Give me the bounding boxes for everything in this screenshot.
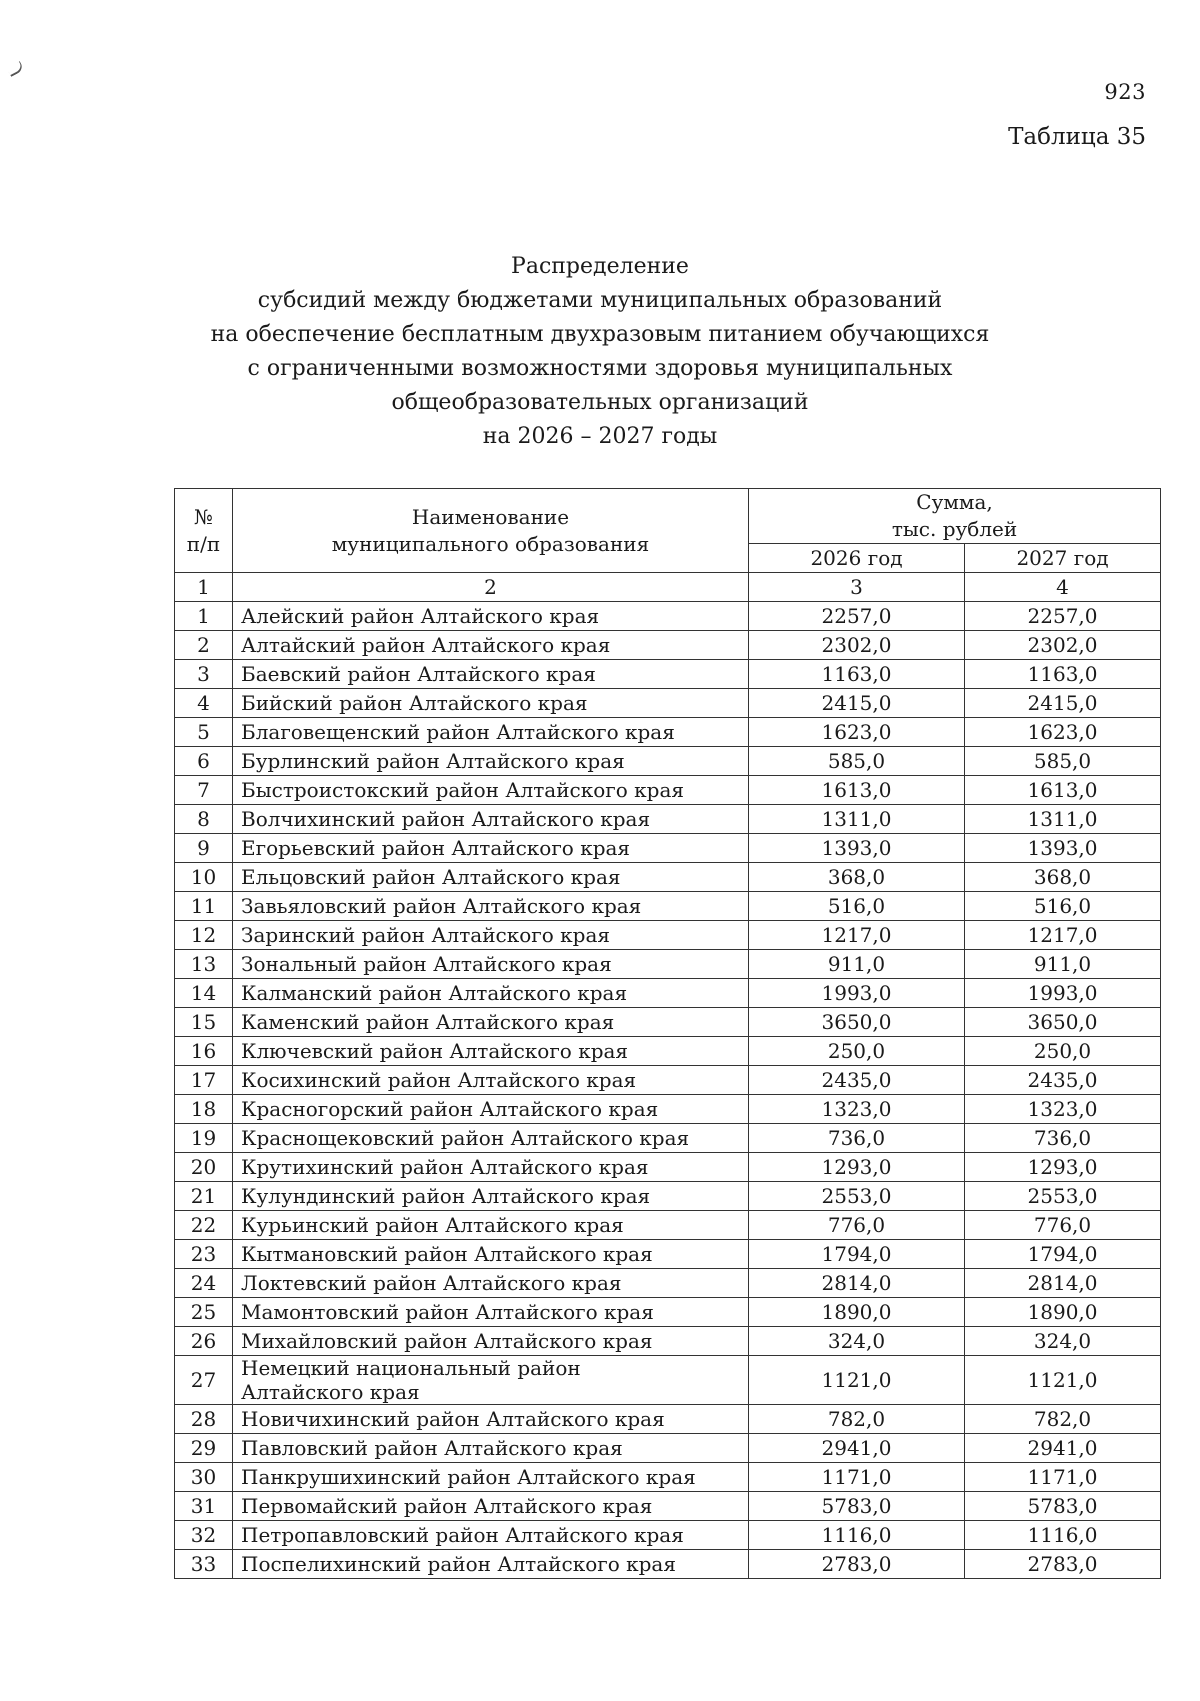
amount-2027: 516,0: [965, 892, 1161, 921]
amount-2026: 1163,0: [749, 660, 965, 689]
amount-2026: 585,0: [749, 747, 965, 776]
amount-2027: 2783,0: [965, 1550, 1161, 1579]
amount-2027: 1171,0: [965, 1463, 1161, 1492]
table-row: [175, 921, 1161, 950]
municipality-name: Завьяловский район Алтайского края: [233, 892, 749, 921]
title-line: на 2026 – 2027 годы: [482, 424, 718, 449]
municipality-name: Новичихинский район Алтайского края: [233, 1405, 749, 1434]
row-number: 26: [175, 1327, 233, 1356]
table-row: [175, 1521, 1161, 1550]
amount-2027: 1794,0: [965, 1240, 1161, 1269]
row-number: 8: [175, 805, 233, 834]
amount-2027: 1217,0: [965, 921, 1161, 950]
row-number: 28: [175, 1405, 233, 1434]
table-row: [175, 689, 1161, 718]
row-number: 4: [175, 689, 233, 718]
scan-artifact: [7, 61, 25, 77]
municipality-name: Первомайский район Алтайского края: [233, 1492, 749, 1521]
amount-2026: 1116,0: [749, 1521, 965, 1550]
row-number: 24: [175, 1269, 233, 1298]
municipality-name: Бурлинский район Алтайского края: [233, 747, 749, 776]
row-number: 2: [175, 631, 233, 660]
amount-2026: 1121,0: [749, 1356, 965, 1405]
municipality-name: Алейский район Алтайского края: [233, 602, 749, 631]
amount-2027: 1163,0: [965, 660, 1161, 689]
municipality-name: Зональный район Алтайского края: [233, 950, 749, 979]
amount-2027: 736,0: [965, 1124, 1161, 1153]
column-index: 1: [175, 573, 233, 602]
amount-2026: 1794,0: [749, 1240, 965, 1269]
amount-2026: 324,0: [749, 1327, 965, 1356]
table-label: Таблица 35: [1008, 124, 1146, 150]
amount-2027: 1993,0: [965, 979, 1161, 1008]
municipality-name: Калманский район Алтайского края: [233, 979, 749, 1008]
table-row: [175, 1182, 1161, 1211]
amount-2027: 1890,0: [965, 1298, 1161, 1327]
amount-2026: 1890,0: [749, 1298, 965, 1327]
table-row: [175, 1240, 1161, 1269]
row-number: 22: [175, 1211, 233, 1240]
table-row: [175, 1550, 1161, 1579]
amount-2026: 1217,0: [749, 921, 965, 950]
row-number: 25: [175, 1298, 233, 1327]
municipality-name: Локтевский район Алтайского края: [233, 1269, 749, 1298]
amount-2027: 3650,0: [965, 1008, 1161, 1037]
row-number: 18: [175, 1095, 233, 1124]
amount-2026: 1993,0: [749, 979, 965, 1008]
row-number: 3: [175, 660, 233, 689]
municipality-name: Косихинский район Алтайского края: [233, 1066, 749, 1095]
row-number: 6: [175, 747, 233, 776]
amount-2027: 1121,0: [965, 1356, 1161, 1405]
table-row: [175, 602, 1161, 631]
amount-2026: 5783,0: [749, 1492, 965, 1521]
table-row: [175, 1037, 1161, 1066]
column-index: 3: [749, 573, 965, 602]
amount-2026: 516,0: [749, 892, 965, 921]
row-number: 19: [175, 1124, 233, 1153]
amount-2027: 2257,0: [965, 602, 1161, 631]
column-index: 4: [965, 573, 1161, 602]
amount-2026: 1171,0: [749, 1463, 965, 1492]
amount-2026: 1613,0: [749, 776, 965, 805]
row-number: 1: [175, 602, 233, 631]
municipality-name: Благовещенский район Алтайского края: [233, 718, 749, 747]
table-row: [175, 892, 1161, 921]
page-number: 923: [1104, 80, 1146, 104]
table-row: [175, 979, 1161, 1008]
amount-2027: 1311,0: [965, 805, 1161, 834]
table-row: [175, 1298, 1161, 1327]
municipality-name: Мамонтовский район Алтайского края: [233, 1298, 749, 1327]
amount-2027: 5783,0: [965, 1492, 1161, 1521]
amount-2026: 782,0: [749, 1405, 965, 1434]
table-row: [175, 1327, 1161, 1356]
amount-2027: 2553,0: [965, 1182, 1161, 1211]
amount-2026: 1311,0: [749, 805, 965, 834]
amount-2026: 3650,0: [749, 1008, 965, 1037]
title-line: Распределение: [511, 254, 689, 279]
row-number: 27: [175, 1356, 233, 1405]
amount-2026: 911,0: [749, 950, 965, 979]
amount-2027: 324,0: [965, 1327, 1161, 1356]
table-row: [175, 1492, 1161, 1521]
table-row: [175, 805, 1161, 834]
row-number: 15: [175, 1008, 233, 1037]
municipality-name: Курьинский район Алтайского края: [233, 1211, 749, 1240]
header-year-2027: 2027 год: [965, 544, 1161, 573]
amount-2026: 250,0: [749, 1037, 965, 1066]
table-row: [175, 718, 1161, 747]
amount-2026: 1323,0: [749, 1095, 965, 1124]
amount-2026: 1293,0: [749, 1153, 965, 1182]
header-year-2026: 2026 год: [749, 544, 965, 573]
municipality-name: Кытмановский район Алтайского края: [233, 1240, 749, 1269]
table-row: [175, 1356, 1161, 1405]
title-line: с ограниченными возможностями здоровья муниципальных: [247, 356, 953, 381]
municipality-name: Павловский район Алтайского края: [233, 1434, 749, 1463]
amount-2027: 1393,0: [965, 834, 1161, 863]
amount-2026: 1623,0: [749, 718, 965, 747]
municipality-name: Ельцовский район Алтайского края: [233, 863, 749, 892]
municipality-name: Быстроистокский район Алтайского края: [233, 776, 749, 805]
row-number: 14: [175, 979, 233, 1008]
amount-2026: 2257,0: [749, 602, 965, 631]
table-row: [175, 1153, 1161, 1182]
amount-2027: 368,0: [965, 863, 1161, 892]
table-row: [175, 1095, 1161, 1124]
row-number: 20: [175, 1153, 233, 1182]
row-number: 23: [175, 1240, 233, 1269]
municipality-name: Краснощековский район Алтайского края: [233, 1124, 749, 1153]
title-line: субсидий между бюджетами муниципальных образований: [257, 288, 943, 313]
table-row: [175, 1008, 1161, 1037]
amount-2027: 1623,0: [965, 718, 1161, 747]
row-number: 10: [175, 863, 233, 892]
table-row: [175, 1066, 1161, 1095]
table-row: [175, 747, 1161, 776]
row-number: 30: [175, 1463, 233, 1492]
document-title: [0, 250, 1200, 454]
row-number: 13: [175, 950, 233, 979]
subsidy-table: [174, 488, 1161, 1579]
row-number: 17: [175, 1066, 233, 1095]
title-line: на обеспечение бесплатным двухразовым питанием обучающихся: [210, 322, 990, 347]
table-row: [175, 1405, 1161, 1434]
table-body: [175, 602, 1161, 1579]
amount-2027: 1293,0: [965, 1153, 1161, 1182]
table-row: [175, 834, 1161, 863]
row-number: 33: [175, 1550, 233, 1579]
municipality-name: Егорьевский район Алтайского края: [233, 834, 749, 863]
header-number: № п/п: [175, 489, 233, 573]
municipality-name: Панкрушихинский район Алтайского края: [233, 1463, 749, 1492]
title-line: общеобразовательных организаций: [391, 390, 809, 415]
amount-2027: 2435,0: [965, 1066, 1161, 1095]
table-row: [175, 863, 1161, 892]
table-row: [175, 950, 1161, 979]
amount-2026: 2302,0: [749, 631, 965, 660]
municipality-name: Алтайский район Алтайского края: [233, 631, 749, 660]
municipality-name: Заринский район Алтайского края: [233, 921, 749, 950]
municipality-name: Крутихинский район Алтайского края: [233, 1153, 749, 1182]
row-number: 21: [175, 1182, 233, 1211]
municipality-name: Кулундинский район Алтайского края: [233, 1182, 749, 1211]
amount-2027: 250,0: [965, 1037, 1161, 1066]
amount-2027: 2415,0: [965, 689, 1161, 718]
table-row: [175, 1269, 1161, 1298]
column-index-row: [175, 573, 1161, 602]
municipality-name: Поспелихинский район Алтайского края: [233, 1550, 749, 1579]
amount-2026: 1393,0: [749, 834, 965, 863]
municipality-name: Каменский район Алтайского края: [233, 1008, 749, 1037]
amount-2026: 368,0: [749, 863, 965, 892]
municipality-name: Петропавловский район Алтайского края: [233, 1521, 749, 1550]
row-number: 9: [175, 834, 233, 863]
table-row: [175, 1434, 1161, 1463]
amount-2026: 2435,0: [749, 1066, 965, 1095]
table-row: [175, 1211, 1161, 1240]
row-number: 11: [175, 892, 233, 921]
table-row: [175, 1463, 1161, 1492]
amount-2027: 2302,0: [965, 631, 1161, 660]
amount-2027: 1323,0: [965, 1095, 1161, 1124]
amount-2027: 585,0: [965, 747, 1161, 776]
amount-2027: 2941,0: [965, 1434, 1161, 1463]
municipality-name: Баевский район Алтайского края: [233, 660, 749, 689]
amount-2027: 782,0: [965, 1405, 1161, 1434]
table-header: [175, 489, 1161, 602]
municipality-name: Немецкий национальный район Алтайского края: [233, 1356, 749, 1405]
amount-2027: 776,0: [965, 1211, 1161, 1240]
row-number: 16: [175, 1037, 233, 1066]
municipality-name: Михайловский район Алтайского края: [233, 1327, 749, 1356]
municipality-name: Красногорский район Алтайского края: [233, 1095, 749, 1124]
table-row: [175, 776, 1161, 805]
row-number: 31: [175, 1492, 233, 1521]
amount-2026: 736,0: [749, 1124, 965, 1153]
row-number: 7: [175, 776, 233, 805]
amount-2026: 776,0: [749, 1211, 965, 1240]
table-row: [175, 631, 1161, 660]
municipality-name: Бийский район Алтайского края: [233, 689, 749, 718]
row-number: 5: [175, 718, 233, 747]
amount-2027: 2814,0: [965, 1269, 1161, 1298]
row-number: 29: [175, 1434, 233, 1463]
amount-2027: 1116,0: [965, 1521, 1161, 1550]
municipality-name: Волчихинский район Алтайского края: [233, 805, 749, 834]
amount-2026: 2814,0: [749, 1269, 965, 1298]
amount-2026: 2941,0: [749, 1434, 965, 1463]
table-row: [175, 1124, 1161, 1153]
header-sum: Сумма, тыс. рублей: [749, 489, 1161, 544]
row-number: 12: [175, 921, 233, 950]
column-index: 2: [233, 573, 749, 602]
amount-2027: 911,0: [965, 950, 1161, 979]
amount-2026: 2415,0: [749, 689, 965, 718]
municipality-name: Ключевский район Алтайского края: [233, 1037, 749, 1066]
amount-2026: 2783,0: [749, 1550, 965, 1579]
amount-2026: 2553,0: [749, 1182, 965, 1211]
header-name: Наименование муниципального образования: [233, 489, 749, 573]
table-row: [175, 660, 1161, 689]
amount-2027: 1613,0: [965, 776, 1161, 805]
row-number: 32: [175, 1521, 233, 1550]
